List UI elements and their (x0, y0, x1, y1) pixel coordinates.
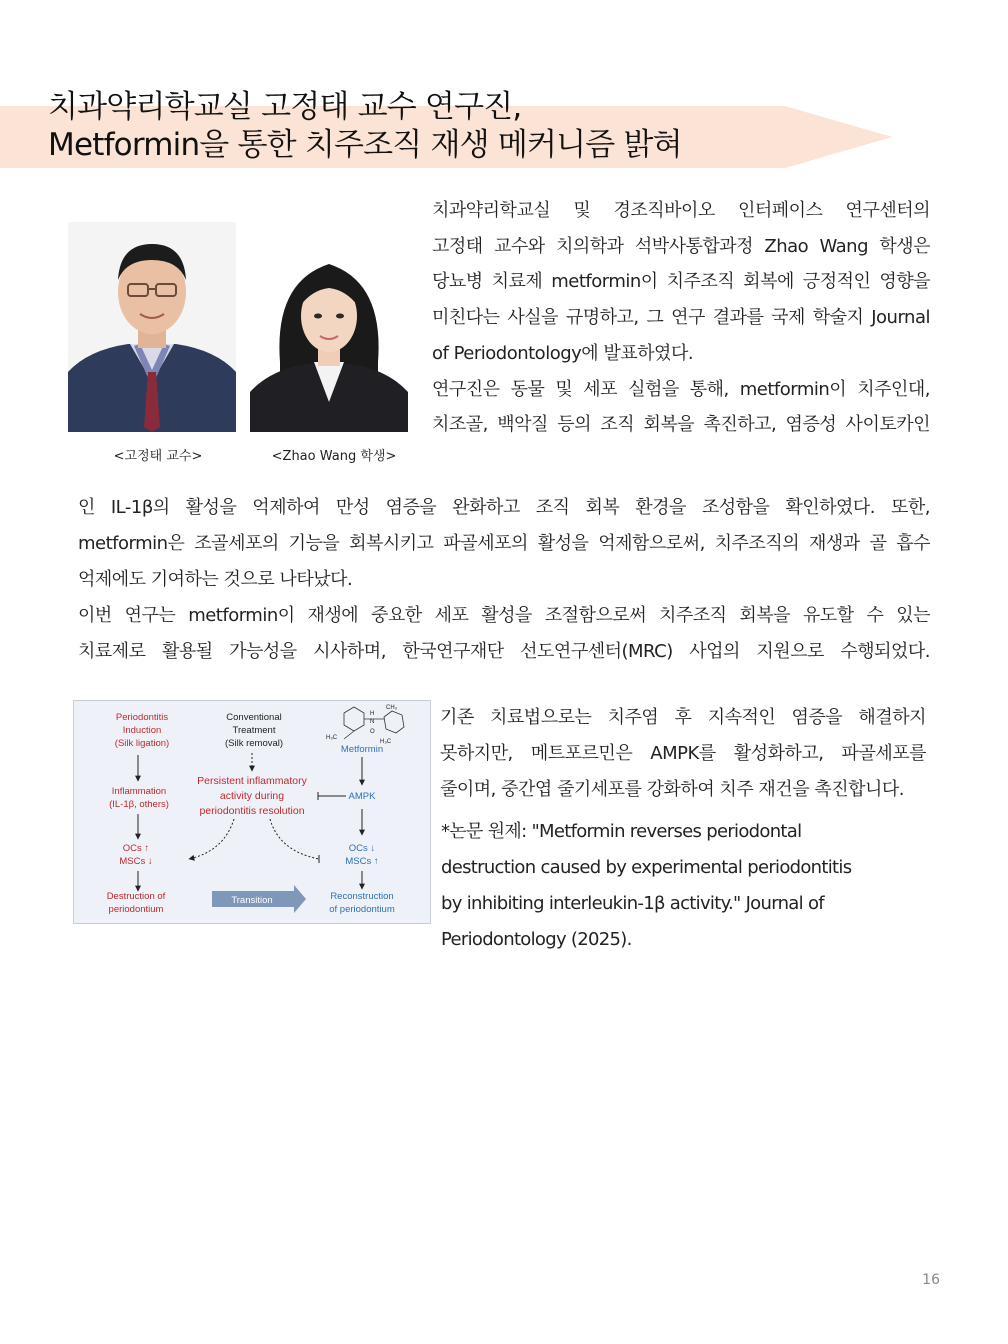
fig-il1b-label: (IL-1β, others) (109, 799, 169, 810)
fig-dashed-inhibit (270, 819, 319, 859)
text-line: 이번 연구는 metformin이 재생에 중요한 세포 활성을 조절함으로써 치주조직 회복을 유도할 수 있는 (78, 605, 930, 626)
text-line: 당뇨병 치료제 metformin이 치주조직 회복에 긍정적인 영향을 (432, 271, 930, 293)
fig-reconstruction-label: Reconstruction (330, 891, 394, 902)
fig-treatment-label: Treatment (232, 725, 276, 736)
fig-activity-label: activity during (219, 790, 285, 802)
fig-periodontium-label: periodontium (108, 904, 164, 915)
fig-periodontitis-label: Periodontitis (115, 712, 169, 723)
mechanism-figure (73, 700, 431, 924)
text-line: 치조골, 백악질 등의 조직 회복을 촉진하고, 염증성 사이토카인 (432, 414, 930, 436)
title-line-2: Metformin을 통한 치주조직 재생 메커니즘 밝혀 (48, 127, 682, 163)
page-number: 16 (922, 1272, 940, 1288)
chem-label: H₃C (380, 739, 392, 745)
text-line: of Periodontology에 발표하였다. (432, 342, 694, 364)
text-line: 치과약리학교실 및 경조직바이오 인터페이스 연구센터의 (432, 200, 930, 221)
text-line: 못하지만, 메트포르민은 AMPK를 활성화하고, 파골세포를 (440, 743, 926, 764)
chem-label: H (370, 711, 375, 717)
text-line: 억제에도 기여하는 것으로 나타났다. (78, 569, 353, 590)
fig-mscs-left-label: MSCs ↓ (119, 856, 153, 867)
citation-line: by inhibiting interleukin-1β activity." Journal of (441, 893, 824, 914)
chem-label: O (370, 729, 375, 735)
chem-label: N (370, 719, 375, 725)
professor-caption: <고정태 교수> (113, 449, 203, 464)
article-paragraph-1 (432, 193, 930, 443)
student-caption: <Zhao Wang 학생> (271, 449, 397, 464)
fig-resolution-label: periodontitis resolution (199, 805, 305, 817)
fig-inflammation-label: Inflammation (111, 786, 167, 797)
fig-dashed-arrow (189, 819, 234, 859)
fig-mscs-right-label: MSCs ↑ (345, 856, 379, 867)
fig-ampk-label: AMPK (348, 791, 376, 802)
page-title (48, 88, 682, 164)
text-line: metformin은 조골세포의 기능을 회복시키고 파골세포의 활성을 억제함으로써, 치주조직의 재생과 골 흡수 (78, 533, 930, 554)
fig-ocs-right-label: OCs ↓ (348, 843, 376, 854)
professor-photo (68, 222, 236, 432)
paper-citation (441, 814, 931, 958)
text-line: 고정태 교수와 치의학과 석박사통합과정 Zhao Wang 학생은 (432, 235, 930, 257)
fig-persistent-label: Persistent inflammatory (197, 775, 307, 787)
student-photo (250, 242, 408, 432)
text-line: 기존 치료법으로는 치주염 후 지속적인 염증을 해결하지 (440, 707, 926, 728)
text-line: 미친다는 사실을 규명하고, 그 연구 결과를 국제 학술지 Journal (432, 307, 930, 329)
fig-destruction-label: Destruction of (106, 891, 166, 902)
text-line: 줄이며, 중간엽 줄기세포를 강화하여 치주 재건을 촉진합니다. (440, 779, 904, 800)
fig-induction-label: Induction (122, 725, 162, 736)
text-line: 치료제로 활용될 가능성을 시사하며, 한국연구재단 선도연구센터(MRC) 사업의 지원으로 수행되었다. (78, 641, 930, 662)
text-line: 인 IL-1β의 활성을 억제하여 만성 염증을 완화하고 조직 회복 환경을 조성함을 확인하였다. 또한, (78, 497, 930, 518)
text-line: 연구진은 동물 및 세포 실험을 통해, metformin이 치주인대, (432, 378, 930, 400)
fig-ocs-left-label: OCs ↑ (122, 843, 150, 854)
fig-conventional-label: Conventional (226, 712, 282, 723)
fig-of-periodontium-label: of periodontium (329, 904, 395, 915)
citation-line: destruction caused by experimental periodontitis (441, 857, 852, 878)
fig-silk-ligation-label: (Silk ligation) (114, 738, 170, 749)
fig-metformin-label: Metformin (340, 744, 384, 755)
chem-label: H₃C (326, 735, 338, 741)
chem-label: CH₃ (386, 705, 398, 711)
title-line-1: 치과약리학교실 고정태 교수 연구진, (48, 89, 522, 125)
article-paragraph-2 (78, 490, 930, 670)
fig-silk-removal-label: (Silk removal) (224, 738, 284, 749)
citation-line: Periodontology (2025). (441, 929, 632, 950)
citation-line: *논문 원제: "Metformin reverses periodontal (441, 821, 802, 842)
article-paragraph-3 (440, 700, 926, 808)
fig-transition-label: Transition (231, 895, 273, 906)
